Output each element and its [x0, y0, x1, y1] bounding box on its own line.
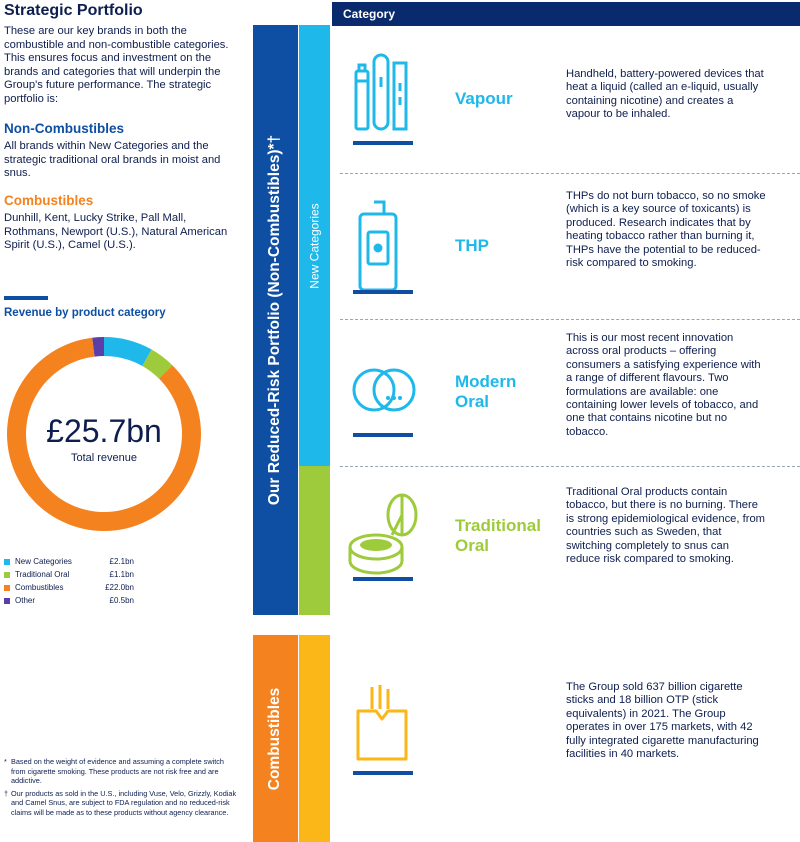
- traditional-oral-description: Traditional Oral products contain tobacco, but there is no burning. There is strong epidemiological evidence, from countries such as Sweden, that switching completely to snus can reduce risk compared to smoking.: [566, 486, 765, 566]
- legend-swatch: [4, 598, 10, 604]
- category-row-modern-oral: [340, 320, 800, 466]
- traditional-oral-name: [455, 516, 541, 556]
- cigarette-pack-icon: [350, 683, 414, 769]
- footnote: [4, 757, 240, 786]
- noncombustibles-text: All brands within New Categories and the strategic traditional oral brands in moist and snus.: [4, 140, 221, 180]
- category-row-vapour: [340, 27, 800, 173]
- intro-text: These are our key brands in both the combustible and non-combustible categories. This ensures focus and investment on the brands and categories that will underpin the Group's future performance. The strategic portfolio is:: [4, 25, 229, 105]
- modern-oral-name: [455, 372, 516, 412]
- category-row-combustibles: [340, 635, 800, 842]
- legend-row-combustibles: [4, 581, 134, 594]
- legend-swatch: [4, 559, 10, 565]
- legend-value: £1.1bn: [109, 570, 134, 579]
- traditional-oral-underline: [353, 577, 413, 581]
- revenue-donut-chart: [4, 334, 204, 534]
- footnote-text: Our products as sold in the U.S., including Vuse, Velo, Grizzly, Kodiak and Camel Snus, are subject to FDA regulation and no reduced-risk claims will be made as to these products without agency clearance.: [11, 788, 237, 817]
- thp-description: THPs do not burn tobacco, so no smoke (which is a key source of toxicants) is produced. Research indicates that by heating tobacco rather than burning it, THPs have the potential to be reduced-risk compared to smoking.: [566, 190, 766, 270]
- legend-value: £0.5bn: [109, 596, 134, 605]
- modern-oral-name-line2: Oral: [455, 392, 490, 411]
- category-row-thp: [340, 174, 800, 319]
- combustibles-brands-text: Dunhill, Kent, Lucky Strike, Pall Mall, Rothmans, Newport (U.S.), Natural American Spirit (U.S.), Camel (U.S.).: [4, 212, 228, 252]
- legend-swatch: [4, 585, 10, 591]
- legend-swatch: [4, 572, 10, 578]
- new-categories-band: [299, 25, 330, 466]
- legend-label: Other: [15, 596, 36, 605]
- combustibles-underline: [353, 771, 413, 775]
- category-header-label: Category: [343, 7, 396, 21]
- traditional-oral-band: [299, 466, 330, 615]
- legend-row-other: [4, 594, 134, 607]
- thp-device-icon: [350, 198, 414, 290]
- legend-row-new-categories: [4, 555, 134, 568]
- legend-value: £2.1bn: [109, 557, 134, 566]
- legend-value: £22.0bn: [105, 583, 134, 592]
- legend-label: Traditional Oral: [15, 570, 70, 579]
- footnote: [4, 789, 240, 818]
- section-rule: [4, 296, 48, 300]
- chart-legend: [4, 555, 134, 607]
- traditional-oral-name-line1: Traditional: [455, 516, 541, 535]
- category-row-traditional-oral: [340, 467, 800, 615]
- thp-underline: [353, 290, 413, 294]
- vapour-device-icon: [350, 47, 414, 143]
- revenue-title: Revenue by product category: [4, 307, 166, 319]
- vapour-description: Handheld, battery-powered devices that heat a liquid (called an e-liquid, usually containing nicotine) and creates a vapour to be inhaled.: [566, 68, 764, 121]
- footnotes: [4, 757, 240, 821]
- footnote-text: Based on the weight of evidence and assuming a complete switch from cigarette smoking. These products are not risk free and are addictive.: [11, 757, 224, 786]
- donut-svg: [4, 334, 204, 534]
- noncombustibles-heading: Non-Combustibles: [4, 121, 124, 136]
- footnote-symbol: †: [4, 788, 9, 798]
- category-header: [332, 2, 800, 26]
- combustibles-heading: Combustibles: [4, 193, 94, 208]
- modern-oral-description: This is our most recent innovation across oral products – offering consumers a satisfying experience with a range of different flavours. Two formulations are available: one containing lower levels of tobacco, and one that contains nicotine but no tobacco.: [566, 332, 761, 438]
- legend-label: New Categories: [15, 557, 72, 566]
- new-categories-label: New Categories: [307, 202, 322, 289]
- donut-total-label: Total revenue: [70, 452, 138, 464]
- reduced-risk-portfolio-band: [253, 25, 298, 615]
- vapour-name: Vapour: [455, 89, 513, 108]
- combustibles-band: [253, 635, 298, 842]
- page-title: Strategic Portfolio: [4, 2, 143, 19]
- vapour-underline: [353, 141, 413, 145]
- traditional-oral-tin-icon: [346, 489, 426, 579]
- reduced-risk-portfolio-label: Our Reduced-Risk Portfolio (Non-Combustibles)*†: [266, 134, 284, 506]
- modern-oral-pouch-icon: [350, 354, 414, 424]
- legend-row-traditional-oral: [4, 568, 134, 581]
- donut-total-value: £25.7bn: [46, 413, 162, 449]
- thp-name: THP: [455, 236, 489, 255]
- modern-oral-underline: [353, 433, 413, 437]
- legend-label: Combustibles: [15, 583, 64, 592]
- modern-oral-name-line1: Modern: [455, 372, 517, 391]
- traditional-oral-name-line2: Oral: [455, 536, 490, 555]
- combustibles-description: The Group sold 637 billion cigarette sticks and 18 billion OTP (stick equivalents) in 2021. The Group operates in over 175 markets, with 42 fully integrated cigarette manufacturing facilities in 40 markets.: [566, 681, 759, 761]
- footnote-symbol: *: [4, 757, 7, 766]
- combustibles-band-label: Combustibles: [266, 687, 284, 790]
- combustibles-accent-band: [299, 635, 330, 842]
- donut-slice-new-categories: [104, 337, 152, 366]
